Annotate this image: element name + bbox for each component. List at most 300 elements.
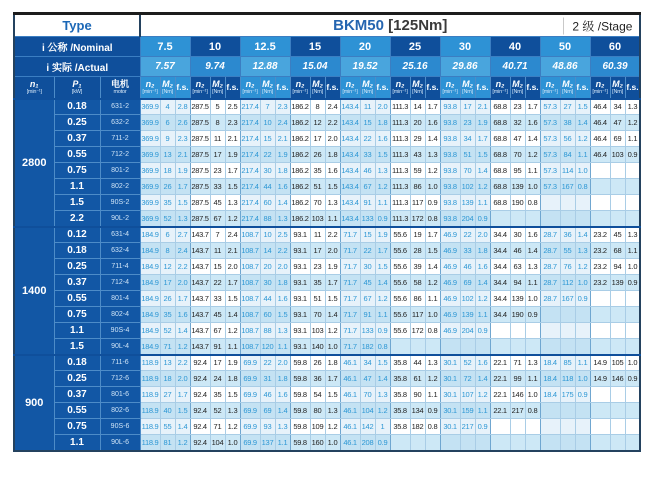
n2-cell: 108.7 — [240, 227, 260, 243]
fs-cell — [425, 435, 440, 451]
n2-cell: 71.7 — [340, 275, 360, 291]
n2-symbol: n₂ — [595, 79, 605, 90]
fs-cell: 1.1 — [275, 339, 290, 355]
n2-cell: 46.9 — [440, 291, 460, 307]
fs-cell — [475, 435, 490, 451]
m2-cell: 23 — [210, 163, 225, 179]
m2-cell: 7 — [260, 99, 275, 115]
m2-cell — [410, 339, 425, 355]
m2-cell: 32 — [510, 115, 525, 131]
m2-cell: 52 — [160, 211, 175, 227]
m2-cell: 44 — [260, 291, 275, 307]
n2-cell: 69.9 — [240, 403, 260, 419]
fs-cell — [625, 211, 640, 227]
fs-cell: 1.7 — [175, 291, 190, 307]
input-speed-value: 900 — [14, 355, 54, 451]
n2-cell: 118.9 — [140, 419, 160, 435]
fs-subheader: f.s. — [575, 77, 590, 99]
n2-cell: 35.8 — [390, 355, 410, 371]
fs-cell: 1.2 — [375, 403, 390, 419]
ratio-nominal-value: 7.5 — [140, 37, 190, 57]
m2-cell: 59 — [410, 163, 425, 179]
n2-cell: 68.8 — [490, 163, 510, 179]
n2-cell: 184.9 — [140, 227, 160, 243]
fs-cell — [625, 195, 640, 211]
n2-cell: 46.4 — [590, 99, 610, 115]
fs-cell: 1.3 — [275, 211, 290, 227]
motor-code: 90S-2 — [100, 195, 140, 211]
fs-cell: 0.9 — [525, 307, 540, 323]
n2-cell: 143.4 — [340, 99, 360, 115]
spec-row — [14, 147, 640, 163]
ratio-nominal-value: 10 — [190, 37, 240, 57]
power-value: 0.18 — [54, 355, 100, 371]
m2-cell: 55 — [160, 419, 175, 435]
type-row — [14, 14, 640, 37]
fs-cell — [525, 339, 540, 355]
n2-cell: 184.9 — [140, 259, 160, 275]
n2-cell — [540, 307, 560, 323]
n2-cell — [590, 419, 610, 435]
m2-cell: 51 — [460, 147, 475, 163]
fs-cell: 1.0 — [325, 435, 340, 451]
m2-unit: [Nm] — [362, 89, 373, 96]
actual-label: i 实际 /Actual — [14, 57, 140, 77]
n2-cell: 59.8 — [290, 387, 310, 403]
n2-cell: 92.4 — [190, 419, 210, 435]
fs-cell: 1.3 — [425, 355, 440, 371]
fs-subheader: f.s. — [275, 77, 290, 99]
m2-cell: 94 — [610, 259, 625, 275]
n2-subheader — [390, 77, 410, 99]
fs-cell: 1.4 — [425, 131, 440, 147]
m2-cell: 52 — [210, 403, 225, 419]
m2-cell: 139 — [510, 291, 525, 307]
fs-cell: 2.3 — [275, 99, 290, 115]
n2-cell: 59.8 — [290, 403, 310, 419]
m2-cell: 52 — [460, 355, 475, 371]
m2-cell — [560, 323, 575, 339]
m2-unit: [Nm] — [262, 89, 273, 96]
n2-cell — [590, 307, 610, 323]
m2-cell: 58 — [410, 275, 425, 291]
n2-cell — [540, 339, 560, 355]
m2-cell: 190 — [510, 307, 525, 323]
m2-cell — [560, 419, 575, 435]
m2-cell: 71 — [210, 419, 225, 435]
fs-cell: 1.1 — [225, 339, 240, 355]
m2-cell — [460, 339, 475, 355]
n2-cell: 68.8 — [490, 99, 510, 115]
n2-cell: 143.7 — [190, 243, 210, 259]
fs-cell: 1.4 — [375, 371, 390, 387]
n2-cell: 92.4 — [190, 387, 210, 403]
n2-cell: 35.8 — [390, 387, 410, 403]
n2-cell — [490, 419, 510, 435]
n2-cell — [540, 435, 560, 451]
power-value: 0.37 — [54, 131, 100, 147]
fs-cell — [625, 419, 640, 435]
fs-cell — [575, 195, 590, 211]
m2-subheader — [360, 77, 375, 99]
n2-cell: 143.4 — [340, 131, 360, 147]
m2-cell: 60 — [260, 195, 275, 211]
n2-cell: 22.1 — [490, 371, 510, 387]
fs-subheader: f.s. — [625, 77, 640, 99]
fs-cell: 1.2 — [225, 419, 240, 435]
m2-cell: 117 — [410, 195, 425, 211]
fs-cell: 1.5 — [225, 179, 240, 195]
n2-cell: 46.1 — [340, 387, 360, 403]
n2-cell: 93.8 — [440, 99, 460, 115]
m2-cell: 88 — [260, 211, 275, 227]
m2-cell: 11 — [360, 99, 375, 115]
n2-cell: 69.9 — [240, 387, 260, 403]
fs-cell: 1.0 — [525, 179, 540, 195]
n2-cell: 93.8 — [440, 179, 460, 195]
m2-unit: [Nm] — [562, 89, 573, 96]
ratio-actual-value: 12.88 — [240, 57, 290, 77]
spec-row — [14, 227, 640, 243]
m2-cell: 14 — [260, 243, 275, 259]
motor-code: 801-6 — [100, 387, 140, 403]
n2-cell: 111.3 — [390, 131, 410, 147]
spec-row — [14, 163, 640, 179]
spec-row — [14, 403, 640, 419]
power-value: 0.12 — [54, 227, 100, 243]
m2-cell: 45 — [610, 227, 625, 243]
fs-cell: 1.1 — [625, 243, 640, 259]
m2-cell: 18 — [160, 371, 175, 387]
power-value: 0.25 — [54, 371, 100, 387]
m2-cell: 8 — [310, 99, 325, 115]
fs-cell: 1.3 — [325, 195, 340, 211]
n2-cell: 23.2 — [590, 259, 610, 275]
m2-cell: 17 — [460, 99, 475, 115]
m2-cell: 190 — [510, 195, 525, 211]
m2-cell — [460, 435, 475, 451]
fs-cell: 1.9 — [475, 115, 490, 131]
fs-cell — [625, 291, 640, 307]
m2-unit: [Nm] — [412, 89, 423, 96]
n2-cell: 217.4 — [240, 179, 260, 195]
m2-cell: 45 — [360, 275, 375, 291]
n2-cell: 30.1 — [440, 371, 460, 387]
spec-row — [14, 419, 640, 435]
n2-cell: 369.9 — [140, 147, 160, 163]
m2-cell: 13 — [160, 355, 175, 371]
n2-symbol: n₂ — [545, 79, 555, 90]
m2-symbol: M₂ — [562, 79, 573, 90]
n2-cell — [390, 435, 410, 451]
n2-cell: 55.6 — [390, 275, 410, 291]
m2-cell: 33 — [210, 291, 225, 307]
m2-cell: 17 — [160, 275, 175, 291]
n2-cell: 46.4 — [590, 147, 610, 163]
fs-cell: 1.4 — [325, 307, 340, 323]
n2-unit: [min⁻¹] — [192, 89, 208, 96]
m2-cell: 15 — [260, 131, 275, 147]
n2-cell: 35.8 — [390, 419, 410, 435]
m2-cell: 52 — [160, 323, 175, 339]
n2-subheader — [140, 77, 160, 99]
m2-cell: 133 — [360, 211, 375, 227]
n2-cell: 287.5 — [190, 179, 210, 195]
m2-unit: [Nm] — [462, 89, 473, 96]
n2-cell: 71.7 — [340, 323, 360, 339]
power-value: 0.55 — [54, 403, 100, 419]
fs-cell: 1.3 — [375, 387, 390, 403]
m2-cell: 40 — [160, 403, 175, 419]
fs-cell: 2.2 — [325, 227, 340, 243]
ratio-nominal-value: 50 — [540, 37, 590, 57]
ratio-nominal-value: 40 — [490, 37, 540, 57]
m2-cell: 34 — [460, 131, 475, 147]
n2-cell: 46.4 — [590, 131, 610, 147]
n2-cell: 55.6 — [390, 291, 410, 307]
n2-cell — [590, 387, 610, 403]
m2-cell: 67 — [360, 291, 375, 307]
fs-cell: 2.0 — [475, 227, 490, 243]
m2-cell: 23 — [510, 99, 525, 115]
m2-symbol: M₂ — [262, 79, 273, 90]
n2-cell: 34.4 — [490, 307, 510, 323]
m2-cell: 167 — [560, 179, 575, 195]
n2-cell: 68.8 — [490, 147, 510, 163]
motor-code: 801-2 — [100, 163, 140, 179]
spec-row — [14, 115, 640, 131]
n2-cell: 46.9 — [440, 323, 460, 339]
m2-symbol: M₂ — [512, 79, 523, 90]
fs-cell: 1.1 — [325, 211, 340, 227]
n2-cell: 143.4 — [340, 195, 360, 211]
power-value: 1.1 — [54, 323, 100, 339]
m2-cell: 23 — [460, 115, 475, 131]
m2-cell: 90 — [410, 387, 425, 403]
n2-subheader — [290, 77, 310, 99]
n2-cell: 57.3 — [540, 147, 560, 163]
m2-cell: 84 — [560, 147, 575, 163]
m2-cell: 56 — [560, 131, 575, 147]
fs-cell: 1.2 — [475, 387, 490, 403]
motor-code: 802-4 — [100, 307, 140, 323]
fs-cell: 1.0 — [325, 339, 340, 355]
n2-symbol: n₂ — [145, 79, 155, 90]
fs-cell: 1.0 — [625, 259, 640, 275]
motor-code: 90L-6 — [100, 435, 140, 451]
ratio-actual-value: 60.39 — [590, 57, 640, 77]
m2-cell — [610, 211, 625, 227]
m2-subheader — [610, 77, 625, 99]
fs-subheader: f.s. — [325, 77, 340, 99]
fs-subheader: f.s. — [425, 77, 440, 99]
n2-cell: 184.9 — [140, 291, 160, 307]
motor-code: 632-2 — [100, 115, 140, 131]
n2-unit: [min⁻¹] — [442, 89, 458, 96]
m2-cell: 22 — [210, 275, 225, 291]
n2-cell: 28.7 — [540, 259, 560, 275]
n2-cell: 111.3 — [390, 99, 410, 115]
spec-row — [14, 355, 640, 371]
motor-code: 711-2 — [100, 131, 140, 147]
n2-cell: 69.9 — [240, 419, 260, 435]
m2-subheader — [460, 77, 475, 99]
m2-cell: 11 — [210, 131, 225, 147]
n2-cell: 143.4 — [340, 211, 360, 227]
n2-symbol: n₂ — [495, 79, 505, 90]
m2-cell: 22 — [460, 227, 475, 243]
m2-cell: 10 — [260, 115, 275, 131]
ratio-actual-row — [14, 57, 640, 77]
n2-cell — [390, 339, 410, 355]
fs-cell: 1.4 — [575, 227, 590, 243]
m2-cell: 46 — [260, 387, 275, 403]
n2-cell: 55.6 — [390, 259, 410, 275]
fs-cell: 0.9 — [475, 323, 490, 339]
m2-symbol: M₂ — [612, 79, 623, 90]
m2-cell: 142 — [360, 419, 375, 435]
m2-cell: 19 — [410, 227, 425, 243]
n2-cell: 68.8 — [490, 195, 510, 211]
fs-cell: 1.8 — [475, 243, 490, 259]
fs-cell: 1.8 — [275, 275, 290, 291]
motor-code: 712-4 — [100, 275, 140, 291]
m2-cell: 33 — [460, 243, 475, 259]
m2-cell: 120 — [260, 339, 275, 355]
n2-cell: 71.7 — [340, 227, 360, 243]
n2-cell: 69.9 — [240, 355, 260, 371]
n2-cell: 22.1 — [490, 403, 510, 419]
fs-cell: 1.3 — [325, 403, 340, 419]
m2-subheader — [510, 77, 525, 99]
fs-cell: 2.7 — [175, 227, 190, 243]
n2-cell — [540, 195, 560, 211]
m2-cell: 46 — [510, 243, 525, 259]
n2-cell: 118.9 — [140, 355, 160, 371]
n2-cell: 92.4 — [190, 435, 210, 451]
n2-cell: 68.8 — [490, 115, 510, 131]
fs-cell: 0.9 — [425, 403, 440, 419]
motor-code: 801-4 — [100, 291, 140, 307]
n2-cell: 186.2 — [290, 131, 310, 147]
p1-column-header: P₁ [kW] — [54, 77, 100, 99]
m2-cell: 86 — [410, 179, 425, 195]
fs-cell: 1.7 — [175, 387, 190, 403]
fs-cell: 1.9 — [275, 147, 290, 163]
n2-cell: 143.7 — [190, 275, 210, 291]
n2-cell: 30.1 — [440, 355, 460, 371]
n2-cell — [590, 211, 610, 227]
m2-cell: 8 — [160, 243, 175, 259]
m2-cell: 51 — [310, 291, 325, 307]
fs-cell: 1.5 — [325, 179, 340, 195]
motor-code: 632-4 — [100, 243, 140, 259]
n2-cell: 23.2 — [590, 243, 610, 259]
n2-cell — [590, 163, 610, 179]
n2-subheader — [490, 77, 510, 99]
fs-cell: 0.8 — [575, 179, 590, 195]
n2-cell: 69.9 — [240, 371, 260, 387]
n2-symbol: n₂ — [295, 79, 305, 90]
n2-cell: 369.9 — [140, 211, 160, 227]
fs-cell: 1.7 — [475, 131, 490, 147]
n2-cell: 186.2 — [290, 179, 310, 195]
fs-cell: 1.5 — [425, 243, 440, 259]
n2-cell: 287.5 — [190, 163, 210, 179]
n2-cell: 217.4 — [240, 163, 260, 179]
fs-cell: 1.4 — [175, 419, 190, 435]
n2-cell — [540, 419, 560, 435]
fs-cell: 1.7 — [175, 179, 190, 195]
ratio-actual-value: 9.74 — [190, 57, 240, 77]
n2-cell: 57.3 — [540, 179, 560, 195]
m2-cell — [610, 291, 625, 307]
spec-row — [14, 307, 640, 323]
n2-cell: 46.9 — [440, 243, 460, 259]
m2-cell: 139 — [460, 195, 475, 211]
power-value: 0.25 — [54, 259, 100, 275]
n2-cell: 71.7 — [340, 259, 360, 275]
n2-cell: 184.9 — [140, 275, 160, 291]
m2-cell: 182 — [410, 419, 425, 435]
fs-cell: 1.2 — [475, 179, 490, 195]
m2-cell: 167 — [560, 291, 575, 307]
n2-cell: 35.8 — [390, 371, 410, 387]
m2-cell — [510, 339, 525, 355]
m2-cell: 182 — [360, 339, 375, 355]
n2-cell — [590, 291, 610, 307]
n2-subheader — [590, 77, 610, 99]
m2-cell: 38 — [560, 115, 575, 131]
fs-cell: 1.9 — [375, 227, 390, 243]
fs-cell: 0.9 — [375, 323, 390, 339]
fs-cell: 1.9 — [225, 355, 240, 371]
n2-cell: 46.1 — [340, 419, 360, 435]
fs-cell: 1.3 — [225, 403, 240, 419]
fs-cell — [625, 163, 640, 179]
n2-cell: 34.4 — [490, 275, 510, 291]
gearbox-spec-table — [13, 12, 641, 452]
n2-cell: 46.1 — [340, 371, 360, 387]
m2-cell: 5 — [210, 99, 225, 115]
fs-cell: 1.0 — [525, 387, 540, 403]
n2-cell: 186.2 — [290, 195, 310, 211]
m2-cell: 67 — [210, 211, 225, 227]
fs-cell: 0.8 — [425, 211, 440, 227]
fs-subheader: f.s. — [525, 77, 540, 99]
fs-cell: 1.2 — [175, 339, 190, 355]
ratio-actual-value: 25.16 — [390, 57, 440, 77]
n2-cell: 34.4 — [490, 259, 510, 275]
fs-cell: 1.5 — [375, 147, 390, 163]
n2-cell: 287.5 — [190, 99, 210, 115]
fs-cell: 1.3 — [575, 243, 590, 259]
n2-cell: 108.7 — [240, 275, 260, 291]
m2-cell: 104 — [210, 435, 225, 451]
m2-unit: [Nm] — [512, 89, 523, 96]
power-value: 0.37 — [54, 387, 100, 403]
input-speed-value: 1400 — [14, 227, 54, 355]
m2-cell: 4 — [160, 99, 175, 115]
m2-cell: 137 — [260, 435, 275, 451]
m2-cell: 27 — [560, 99, 575, 115]
m2-cell: 12 — [310, 115, 325, 131]
m2-cell: 26 — [160, 179, 175, 195]
m2-cell: 24 — [210, 371, 225, 387]
m2-cell: 133 — [360, 323, 375, 339]
fs-cell: 1.8 — [275, 371, 290, 387]
n2-cell: 46.9 — [440, 275, 460, 291]
